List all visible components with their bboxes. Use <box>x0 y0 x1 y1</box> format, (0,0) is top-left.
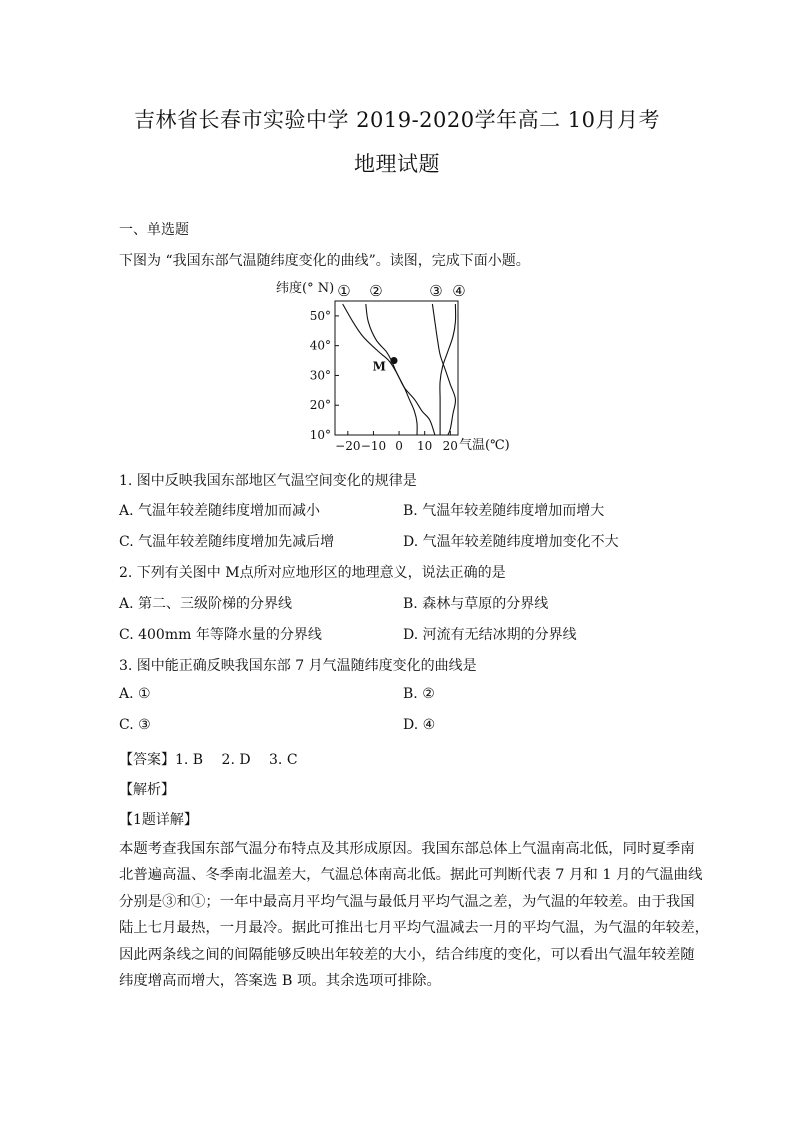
x-tick-label: 20 <box>442 439 458 453</box>
analysis-heading: 【解析】 <box>119 782 175 798</box>
point-m-marker <box>390 357 397 364</box>
y-tick-label: 20° <box>309 398 331 413</box>
y-tick-label: 50° <box>309 308 331 323</box>
x-tick-label: −10 <box>360 439 387 453</box>
x-tick-label: −20 <box>335 439 361 453</box>
curve-label: ④ <box>452 282 466 300</box>
curve-label: ② <box>369 282 383 300</box>
temperature-latitude-chart <box>270 276 520 456</box>
curve-label: ① <box>337 282 351 300</box>
q2-option-d[interactable]: D. 河流有无结冰期的分界线 <box>403 627 577 643</box>
curve-4-line <box>440 304 456 435</box>
q3-option-d[interactable]: D. ④ <box>403 717 436 733</box>
y-tick-label: 40° <box>309 338 331 353</box>
question-intro: 下图为 “我国东部气温随纬度变化的曲线”。读图，完成下面小题。 <box>119 253 530 269</box>
y-tick-label: 10° <box>309 428 331 442</box>
explanation-paragraph <box>119 836 710 994</box>
explanation-line: 纬度增高而增大，答案选 B 项。其余选项可排除。 <box>119 973 441 990</box>
q2-option-b[interactable]: B. 森林与草原的分界线 <box>403 596 549 612</box>
question-2-stem: 2. 下列有关图中 M点所对应地形区的地理意义，说法正确的是 <box>119 565 506 581</box>
y-tick-label: 30° <box>309 368 331 383</box>
chart-frame <box>335 301 458 435</box>
q1-option-d[interactable]: D. 气温年较差随纬度增加变化不大 <box>403 534 619 550</box>
x-tick-label: 0 <box>395 439 403 453</box>
x-axis-label: 气温(℃) <box>459 438 510 453</box>
question-3-stem: 3. 图中能正确反映我国东部 7 月气温随纬度变化的曲线是 <box>119 658 477 674</box>
explanation-line: 北普遍高温、冬季南北温差大，气温总体南高北低。据此可判断代表 7 月和 1 月的气温曲线 <box>119 867 703 884</box>
explanation-line: 因此两条线之间的间隔能够反映出年较差的大小，结合纬度的变化，可以看出气温年较差随 <box>119 946 695 963</box>
explanation-line: 陆上七月最热，一月最冷。据此可推出七月平均气温减去一月的平均气温，为气温的年较差， <box>119 920 710 937</box>
q3-option-c[interactable]: C. ③ <box>119 717 151 733</box>
answer-line: 【答案】1. B 2. D 3. C <box>119 752 298 768</box>
curve-3-line <box>432 304 455 435</box>
q3-option-a[interactable]: A. ① <box>119 686 151 702</box>
q2-option-a[interactable]: A. 第二、三级阶梯的分界线 <box>119 596 293 612</box>
document-subtitle: 地理试题 <box>354 152 440 176</box>
q1-option-b[interactable]: B. 气温年较差随纬度增加而增大 <box>403 503 605 519</box>
q3-option-b[interactable]: B. ② <box>403 686 435 702</box>
y-axis-label: 纬度(° N) <box>276 281 335 296</box>
document-title: 吉林省长春市实验中学 2019-2020学年高二 10月月考 <box>133 108 661 132</box>
curve-1-line <box>343 304 435 435</box>
section-heading: 一、单选题 <box>119 222 189 238</box>
detail-heading: 【1题详解】 <box>119 812 198 828</box>
point-m-label: M <box>372 359 386 374</box>
explanation-line: 分别是③和①；一年中最高月平均气温与最低月平均气温之差，为气温的年较差。由于我国 <box>119 893 695 910</box>
q1-option-a[interactable]: A. 气温年较差随纬度增加而减小 <box>119 503 321 519</box>
explanation-line: 本题考查我国东部气温分布特点及其形成原因。我国东部总体上气温南高北低，同时夏季南 <box>119 841 695 857</box>
x-tick-label: 10 <box>417 439 433 453</box>
curve-label: ③ <box>429 282 443 300</box>
question-1-stem: 1. 图中反映我国东部地区气温空间变化的规律是 <box>119 473 417 489</box>
q1-option-c[interactable]: C. 气温年较差随纬度增加先减后增 <box>119 534 335 550</box>
q2-option-c[interactable]: C. 400mm 年等降水量的分界线 <box>119 627 322 643</box>
